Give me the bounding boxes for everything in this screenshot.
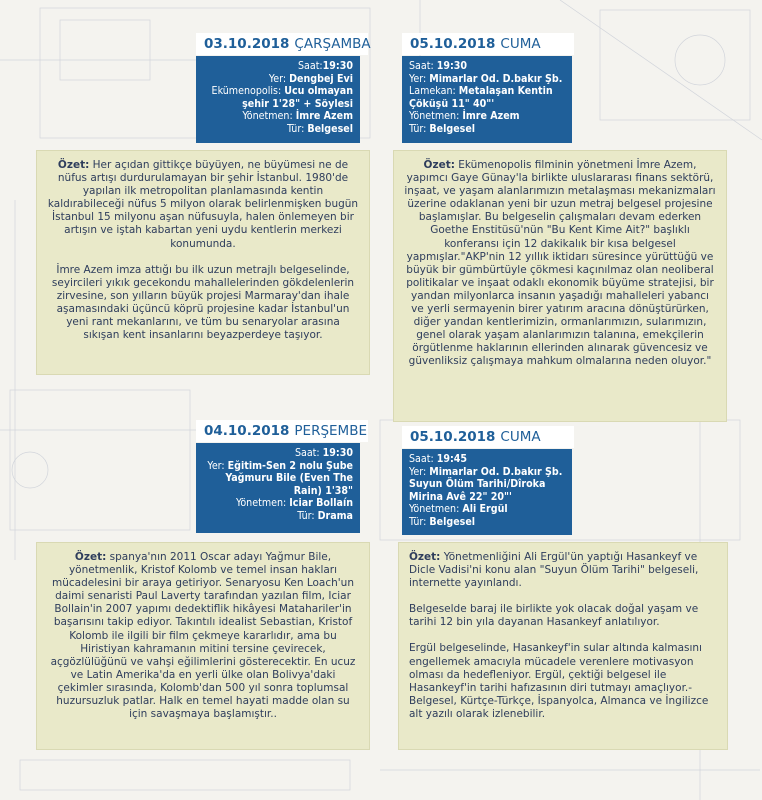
info-director: Yönetmen: Ali Ergül: [409, 503, 508, 516]
info-genre: Tür: Belgesel: [286, 122, 353, 135]
film-day: PERŞEMBE: [294, 423, 367, 439]
film-day: CUMA: [500, 429, 541, 445]
info-venue: Yer: Dengbej Evi: [268, 72, 353, 85]
film-info-3: [196, 443, 360, 533]
summary-paragraph: Özet: Ekümenopolis filminin yönetmeni İmre Azem, yapımcı Gaye Günay'la birlikte uluslararası finans sektörü, inşaat, ve yaşam alanlarımızın metalaşması mekanizmaları üzerine odaklanan yeni bir uzun metraj belgesel projesine başlamışlar. Bu belgeselin çalışmaları devam ederken Goethe Enstitüsü'nün "Bu Kent Kime Ait?" başlıklı konferansı için 12 dakikalık bir kısa belgesel yapmışlar."AKP'nin 12 yıllık iktidarı süresince yürüttüğü ve büyük bir gümbürtüyle çökmesi kaçınılmaz olan neoliberal politikalar ve inşaat odaklı ekonomik büyüme stratejisi, bir yandan milyonlarca insanın yaşadığı mahalleleri yabancı ve yerli sermayenin birer yatırım aracına dönüştürürken, diğer yandan kentlerimizin, ormanlarımızın, sularımızın, genel olarak yaşam alanlarımızın talanına, emekçilerin örgütlenme haklarının ellerinden alınarak güvencesiz ve güvenliksiz çalışmaya mahkum olmalarına neden oluyor.": [404, 159, 716, 368]
film-info-2: [402, 56, 572, 143]
info-title: Lamekan: Metalaşan Kentin Çöküşü 11" 40"': [409, 85, 553, 110]
info-title: Ekümenopolis: Ucu olmayan şehir 1'28" + Söylesi: [211, 85, 353, 110]
film-header-2: [402, 33, 574, 55]
summary-paragraph: Belgeselde baraj ile birlikte yok olacak doğal yaşam ve tarihi 12 bin yıla dayanan Hasankeyf anlatılıyor.: [409, 603, 699, 629]
film-summary-3: [36, 542, 370, 750]
summary-paragraph: Özet: spanya'nın 2011 Oscar adayı Yağmur Bile, yönetmenlik, Kristof Kolomb ve temel insan hakları mücadelesini bir araya getiriyor. Senaryosu Ken Loach'un daimi senaristi Paul Laverty tarafından yazılan film, Iciar Bollain'in 2007 yapımı dedektiflik hikâyesi Matahariler'in başarısını takip ediyor. Takıntılı idealist Sebastian, Kristof Kolomb ile ilgili bir film çekmeye kararlıdır, ama bu Hiristiyan kahramanın mitini tersine çevirecek, açgözlülüğünü ve vahşi eğilimlerini gösterecektir. En ucuz ve Latin Amerika'da en yerli ülke olan Bolivya'daki çekimler sırasında, Kolomb'dan 500 yıl sonra toplumsal huzursuzluk patlar. Halk en temel hayati madde olan su için savaşmaya başlamıştır..: [50, 551, 356, 721]
film-date: 04.10.2018: [204, 423, 290, 439]
film-summary-1: [36, 150, 370, 375]
film-date: 03.10.2018: [204, 36, 290, 52]
film-header-3: [196, 420, 368, 442]
info-genre: Tür: Belgesel: [409, 122, 476, 135]
summary-paragraph: Özet: Her açıdan gittikçe büyüyen, ne büyümesi ne de nüfus artışı durdurulamayan bir şehir İstanbul. 1980'de yapılan ilk metropolitan planlamasında kentin kaldırabileceği nüfus 5 milyon olarak belirlenmişken bugün İstanbul 15 milyonu aşan nüfusuyla, halen önlemeyen bir artışın ve iştah kabartan yeni uydu kentlerin merkezi konumunda.: [47, 159, 359, 250]
info-time: Saat: 19:30: [294, 447, 353, 459]
info-time: Saat: 19:45: [409, 453, 468, 465]
info-venue: Yer: Eğitim-Sen 2 nolu Şube: [207, 459, 353, 472]
info-time: Saat:19:30: [297, 60, 353, 72]
film-info-1: [196, 56, 360, 143]
info-director: Yönetmen: İmre Azem: [242, 110, 353, 123]
summary-paragraph: İmre Azem imza attığı bu ilk uzun metrajlı belgeselinde, seyircileri yıkık gecekondu mahallelerinden gökdelenlerin zirvesine, son yılların büyük projesi Marmaray'dan ihale aşamasındaki üçüncü köprü projesine kadar İstanbul'un yeni rant mekanlarını, ve tüm bu senaryolar arasına sıkışan kent insanlarını beyazperdeye taşıyor.: [51, 263, 355, 342]
info-director: Yönetmen: İmre Azem: [409, 110, 520, 123]
info-title: Yağmuru Bile (Even The Rain) 1'38": [225, 472, 353, 497]
film-day: ÇARŞAMBA: [294, 36, 371, 52]
film-day: CUMA: [500, 36, 541, 52]
info-venue: Yer: Mimarlar Od. D.bakır Şb.: [409, 465, 563, 478]
info-director: Yönetmen: Iciar Bollaín: [235, 497, 353, 510]
film-summary-4: [398, 542, 728, 750]
info-time: Saat: 19:30: [409, 60, 468, 72]
info-genre: Tür: Drama: [297, 509, 353, 522]
info-title: Suyun Ölüm Tarihi/Dîroka Mirina Avê 22" 20"': [409, 478, 546, 503]
film-date: 05.10.2018: [410, 36, 496, 52]
film-header-1: [196, 33, 371, 55]
info-venue: Yer: Mimarlar Od. D.bakır Şb.: [409, 72, 563, 85]
info-genre: Tür: Belgesel: [409, 515, 476, 528]
film-summary-2: [393, 150, 727, 422]
film-info-4: [402, 449, 572, 535]
film-date: 05.10.2018: [410, 429, 496, 445]
film-header-4: [402, 426, 574, 448]
summary-paragraph: Özet: Yönetmenliğini Ali Ergül'ün yaptığı Hasankeyf ve Dicle Vadisi'ni konu alan "Suyun Ölüm Tarihi" belgeseli, internette yayınlandı.: [409, 551, 699, 590]
summary-paragraph: Ergül belgeselinde, Hasankeyf'in sular altında kalmasını engellemek amacıyla mücadele verenlere motivasyon olması da hedefleniyor. Ergül, çektiği belgesel ile Hasankeyf'in tarihi hafızasının diri tutmayı amaçlıyor.- Belgesel, Kürtçe-Türkçe, İspanyolca, Almanca ve İngilizce alt yazılı olarak izlenebilir.: [409, 642, 709, 720]
